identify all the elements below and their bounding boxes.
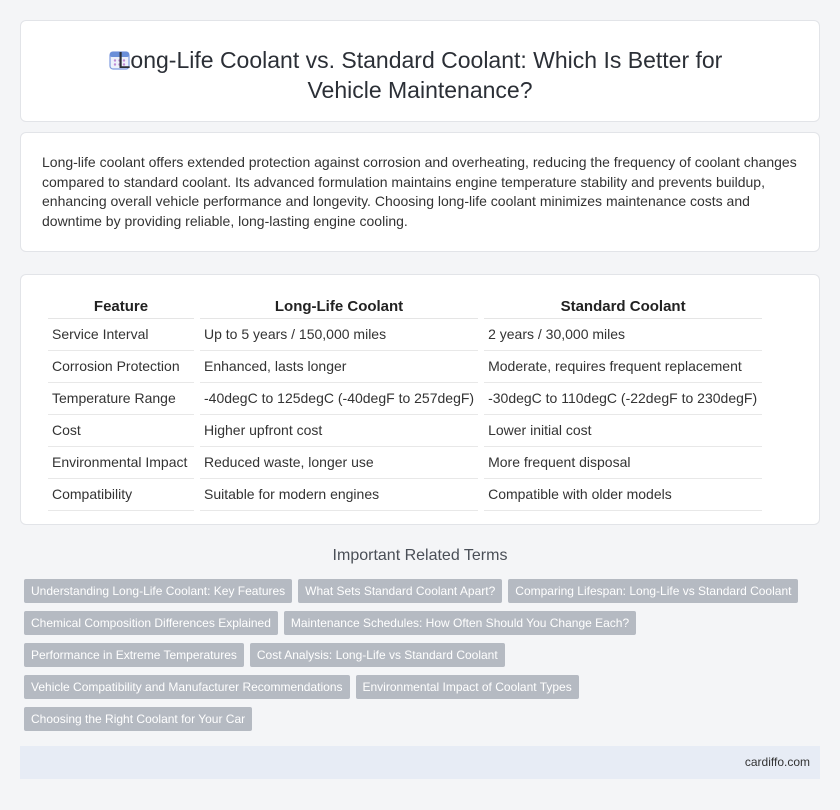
table-header-row — [48, 296, 762, 319]
footer — [20, 746, 820, 779]
tag-row — [24, 643, 814, 675]
title-card — [20, 20, 820, 122]
related-term-tag[interactable]: Environmental Impact of Coolant Types — [356, 675, 579, 699]
related-term-tag[interactable]: Performance in Extreme Temperatures — [24, 643, 244, 667]
tag-row — [24, 579, 814, 611]
table-row — [48, 479, 762, 511]
table-row — [48, 383, 762, 415]
related-term-tag[interactable]: Understanding Long-Life Coolant: Key Features — [24, 579, 292, 603]
header-long-life: Long-Life Coolant — [200, 296, 478, 319]
table-cell: Up to 5 years / 150,000 miles — [200, 319, 478, 351]
related-terms-list — [24, 579, 814, 739]
related-terms-heading: Important Related Terms — [332, 547, 508, 564]
tag-row — [24, 707, 814, 739]
table-cell: 2 years / 30,000 miles — [484, 319, 762, 351]
table-row — [48, 351, 762, 383]
table-cell: -30degC to 110degC (-22degF to 230degF) — [484, 383, 762, 415]
table-cell: Environmental Impact — [48, 447, 194, 479]
table-row — [48, 415, 762, 447]
table-cell: More frequent disposal — [484, 447, 762, 479]
comparison-card — [20, 274, 820, 525]
table-cell: Moderate, requires frequent replacement — [484, 351, 762, 383]
table-row — [48, 447, 762, 479]
table-cell: Suitable for modern engines — [200, 479, 478, 511]
table-cell: Service Interval — [48, 319, 194, 351]
table-cell: Higher upfront cost — [200, 415, 478, 447]
tag-row — [24, 675, 814, 707]
related-term-tag[interactable]: Cost Analysis: Long-Life vs Standard Coolant — [250, 643, 505, 667]
header-standard: Standard Coolant — [484, 296, 762, 319]
tag-row — [24, 611, 814, 643]
related-term-tag[interactable]: What Sets Standard Coolant Apart? — [298, 579, 502, 603]
intro-paragraph: Long-life coolant offers extended protection against corrosion and overheating, reducing the frequency of coolant changes compared to standard coolant. Its advanced formulation maintains engine temperature stability and prevents buildup, enhancing overall vehicle performance and longevity. Choosing long-life coolant minimizes maintenance costs and downtime by providing reliable, long-lasting engine cooling. — [42, 154, 797, 229]
table-cell: Reduced waste, longer use — [200, 447, 478, 479]
table-cell: Corrosion Protection — [48, 351, 194, 383]
related-term-tag[interactable]: Comparing Lifespan: Long-Life vs Standard Coolant — [508, 579, 798, 603]
table-cell: Lower initial cost — [484, 415, 762, 447]
header-feature: Feature — [48, 296, 194, 319]
related-term-tag[interactable]: Chemical Composition Differences Explained — [24, 611, 278, 635]
table-cell: Temperature Range — [48, 383, 194, 415]
related-term-tag[interactable]: Vehicle Compatibility and Manufacturer Recommendations — [24, 675, 350, 699]
table-row — [48, 319, 762, 351]
intro-card — [20, 132, 820, 252]
footer-site-link[interactable]: cardiffo.com — [744, 755, 810, 769]
page-title: Long-Life Coolant vs. Standard Coolant: Which Is Better for Vehicle Maintenance? — [117, 47, 723, 103]
comparison-table — [42, 296, 768, 511]
table-cell: -40degC to 125degC (-40degF to 257degF) — [200, 383, 478, 415]
table-cell: Enhanced, lasts longer — [200, 351, 478, 383]
table-cell: Compatible with older models — [484, 479, 762, 511]
related-term-tag[interactable]: Choosing the Right Coolant for Your Car — [24, 707, 252, 731]
related-term-tag[interactable]: Maintenance Schedules: How Often Should You Change Each? — [284, 611, 636, 635]
table-cell: Cost — [48, 415, 194, 447]
table-cell: Compatibility — [48, 479, 194, 511]
